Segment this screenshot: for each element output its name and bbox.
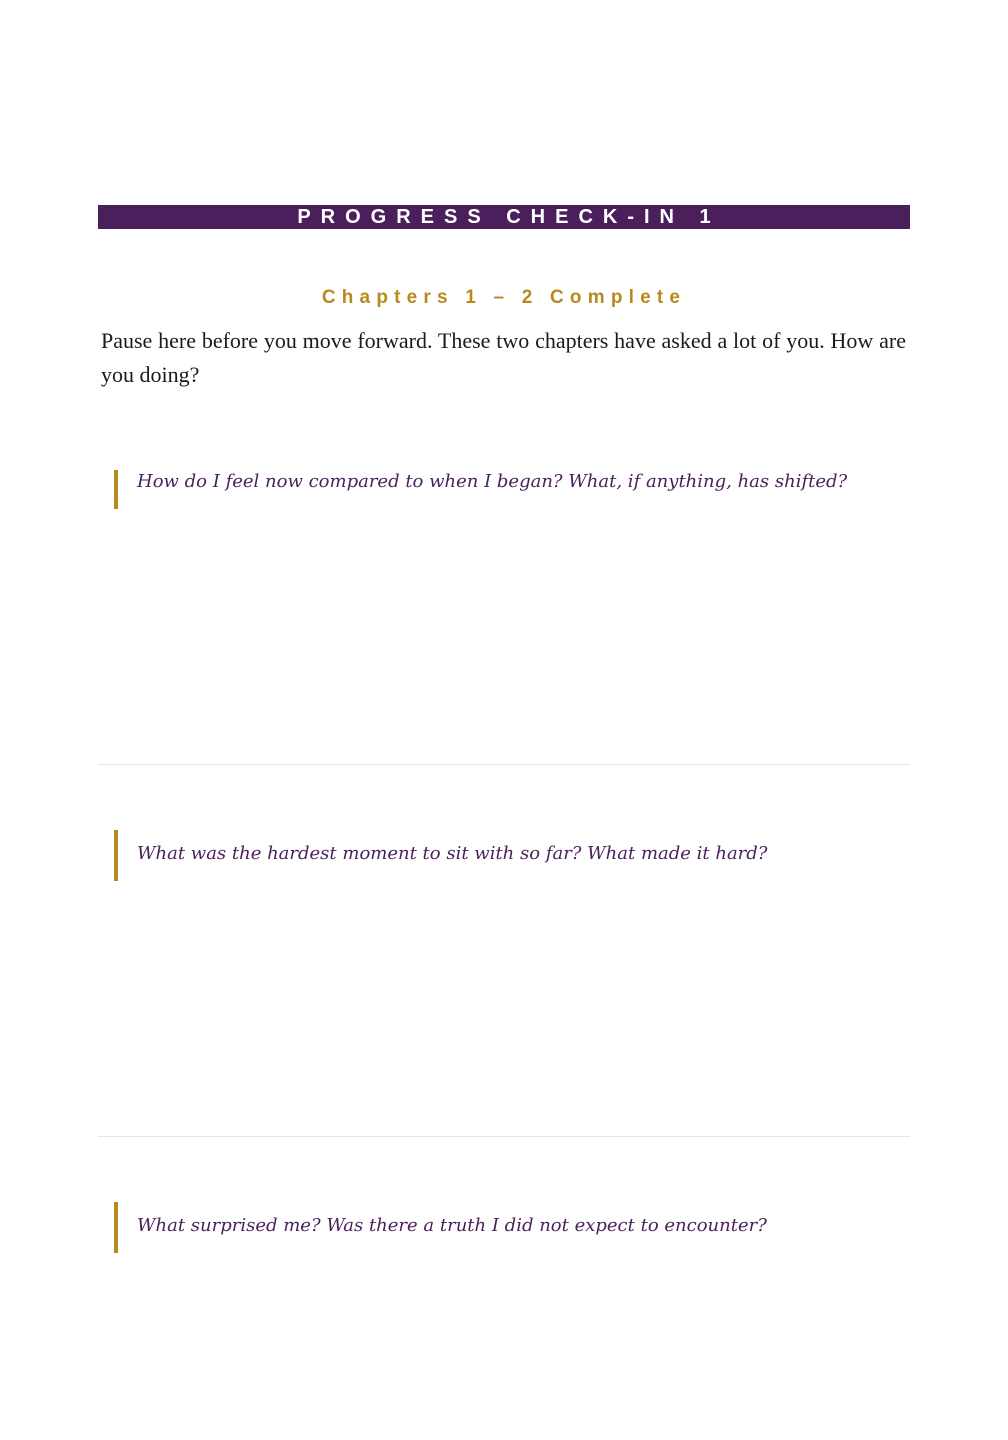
section-divider <box>98 1136 910 1137</box>
reflection-prompt: How do I feel now compared to when I began? What, if anything, has shifted? <box>114 470 917 509</box>
section-divider <box>98 764 910 765</box>
reflection-prompt: What surprised me? Was there a truth I did not expect to encounter? <box>114 1202 917 1253</box>
intro-paragraph: Pause here before you move forward. These two chapters have asked a lot of you. How are you doing? <box>101 328 906 387</box>
section-subtitle: Chapters 1 – 2 Complete <box>321 287 687 308</box>
banner-title: PROGRESS CHECK-IN 1 <box>297 206 721 228</box>
progress-check-in-banner <box>98 205 910 229</box>
reflection-prompt: What was the hardest moment to sit with so far? What made it hard? <box>114 830 917 881</box>
